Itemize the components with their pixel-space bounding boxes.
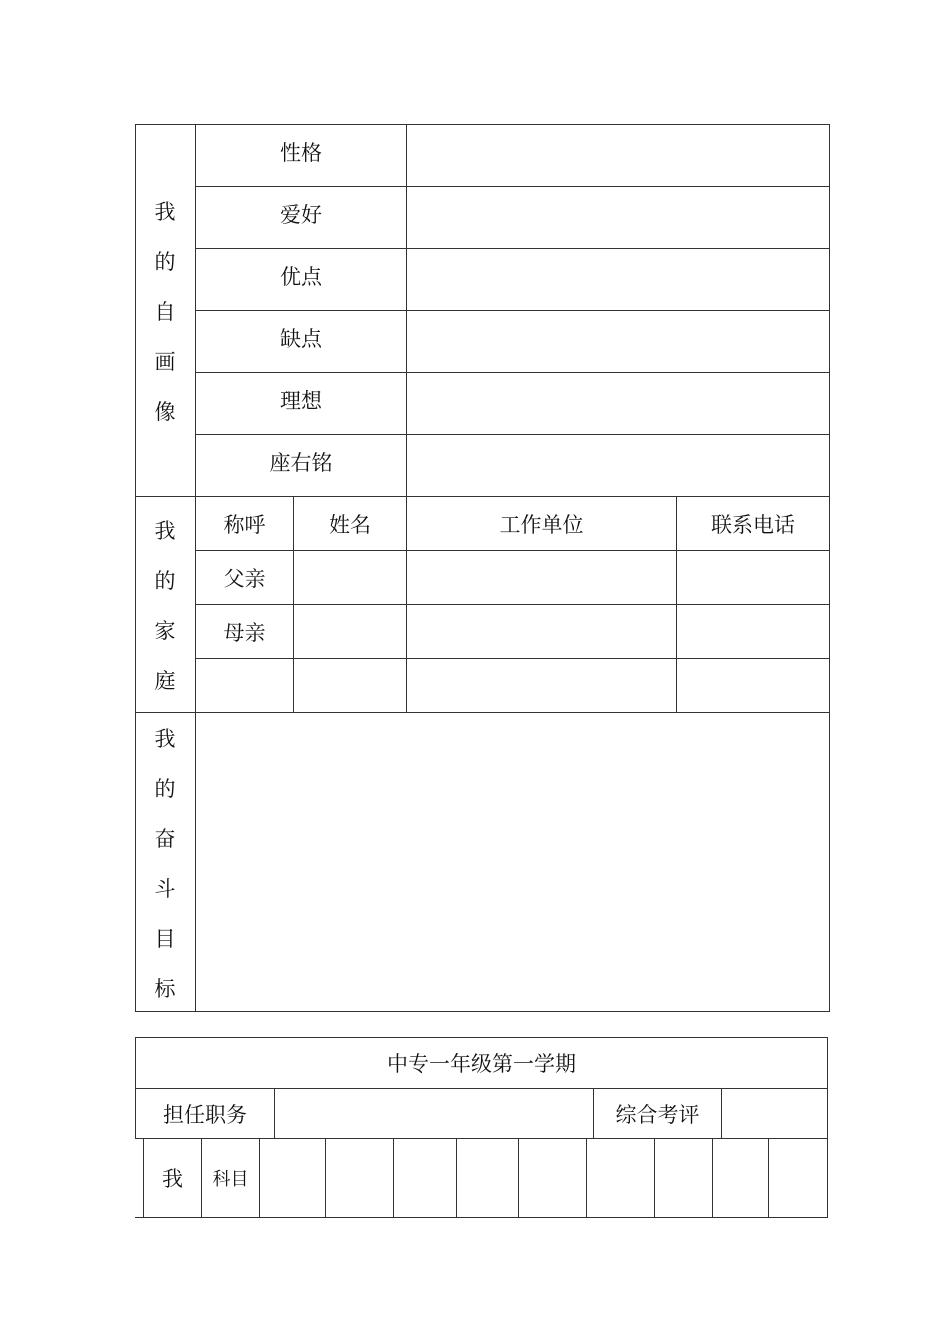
family-label-char: 庭	[154, 669, 176, 693]
column-divider	[712, 1138, 713, 1218]
column-divider	[325, 1138, 326, 1218]
family-row-mother: 母亲	[223, 621, 266, 645]
goals-label-char: 标	[154, 977, 176, 1001]
goals-label-char: 的	[154, 777, 176, 801]
column-divider	[274, 1088, 275, 1139]
self-portrait-value-divider	[406, 124, 407, 713]
column-divider	[393, 1138, 394, 1218]
self-portrait-label-char: 自	[154, 300, 176, 324]
column-divider	[768, 1138, 769, 1218]
column-divider	[259, 1138, 260, 1218]
trait-label-hobby: 爱好	[280, 203, 322, 227]
evaluation-label: 综合考评	[615, 1102, 700, 1127]
column-divider	[586, 1138, 587, 1218]
trait-label-strength: 优点	[280, 265, 322, 289]
table-border-right	[829, 124, 830, 1012]
column-divider	[456, 1138, 457, 1218]
trait-label-ideal: 理想	[280, 389, 322, 413]
goals-label-char: 我	[154, 727, 176, 751]
self-portrait-label-char: 像	[154, 400, 176, 424]
table-border-bottom	[135, 1217, 828, 1218]
self-portrait-label-char: 画	[154, 350, 176, 374]
family-row-father: 父亲	[223, 567, 266, 591]
trait-label-personality: 性格	[280, 141, 322, 165]
family-row-other	[196, 659, 293, 713]
table-border-bottom	[135, 1011, 830, 1012]
subject-label: 科目	[212, 1169, 249, 1190]
semester-row-label: 我	[162, 1167, 183, 1191]
trait-label-weakness: 缺点	[280, 327, 322, 351]
family-label-char: 家	[154, 619, 176, 643]
self-portrait-label-char: 我	[154, 200, 176, 224]
goals-label-char: 奋	[154, 827, 176, 851]
self-portrait-label-char: 的	[154, 250, 176, 274]
table-border-right	[827, 1037, 828, 1218]
family-label-char: 的	[154, 569, 176, 593]
family-header-name: 姓名	[329, 513, 371, 537]
column-divider	[721, 1088, 722, 1139]
family-header-workplace: 工作单位	[499, 513, 584, 537]
column-divider	[518, 1138, 519, 1218]
trait-label-motto: 座右铭	[269, 451, 333, 475]
position-label: 担任职务	[163, 1102, 247, 1127]
family-header-phone: 联系电话	[711, 513, 795, 537]
goals-label-char: 目	[154, 927, 176, 951]
family-header-relation: 称呼	[223, 513, 266, 537]
family-label-char: 我	[154, 519, 176, 543]
goals-label-char: 斗	[154, 877, 176, 901]
semester-title: 中专一年级第一学期	[387, 1052, 576, 1076]
column-divider	[654, 1138, 655, 1218]
